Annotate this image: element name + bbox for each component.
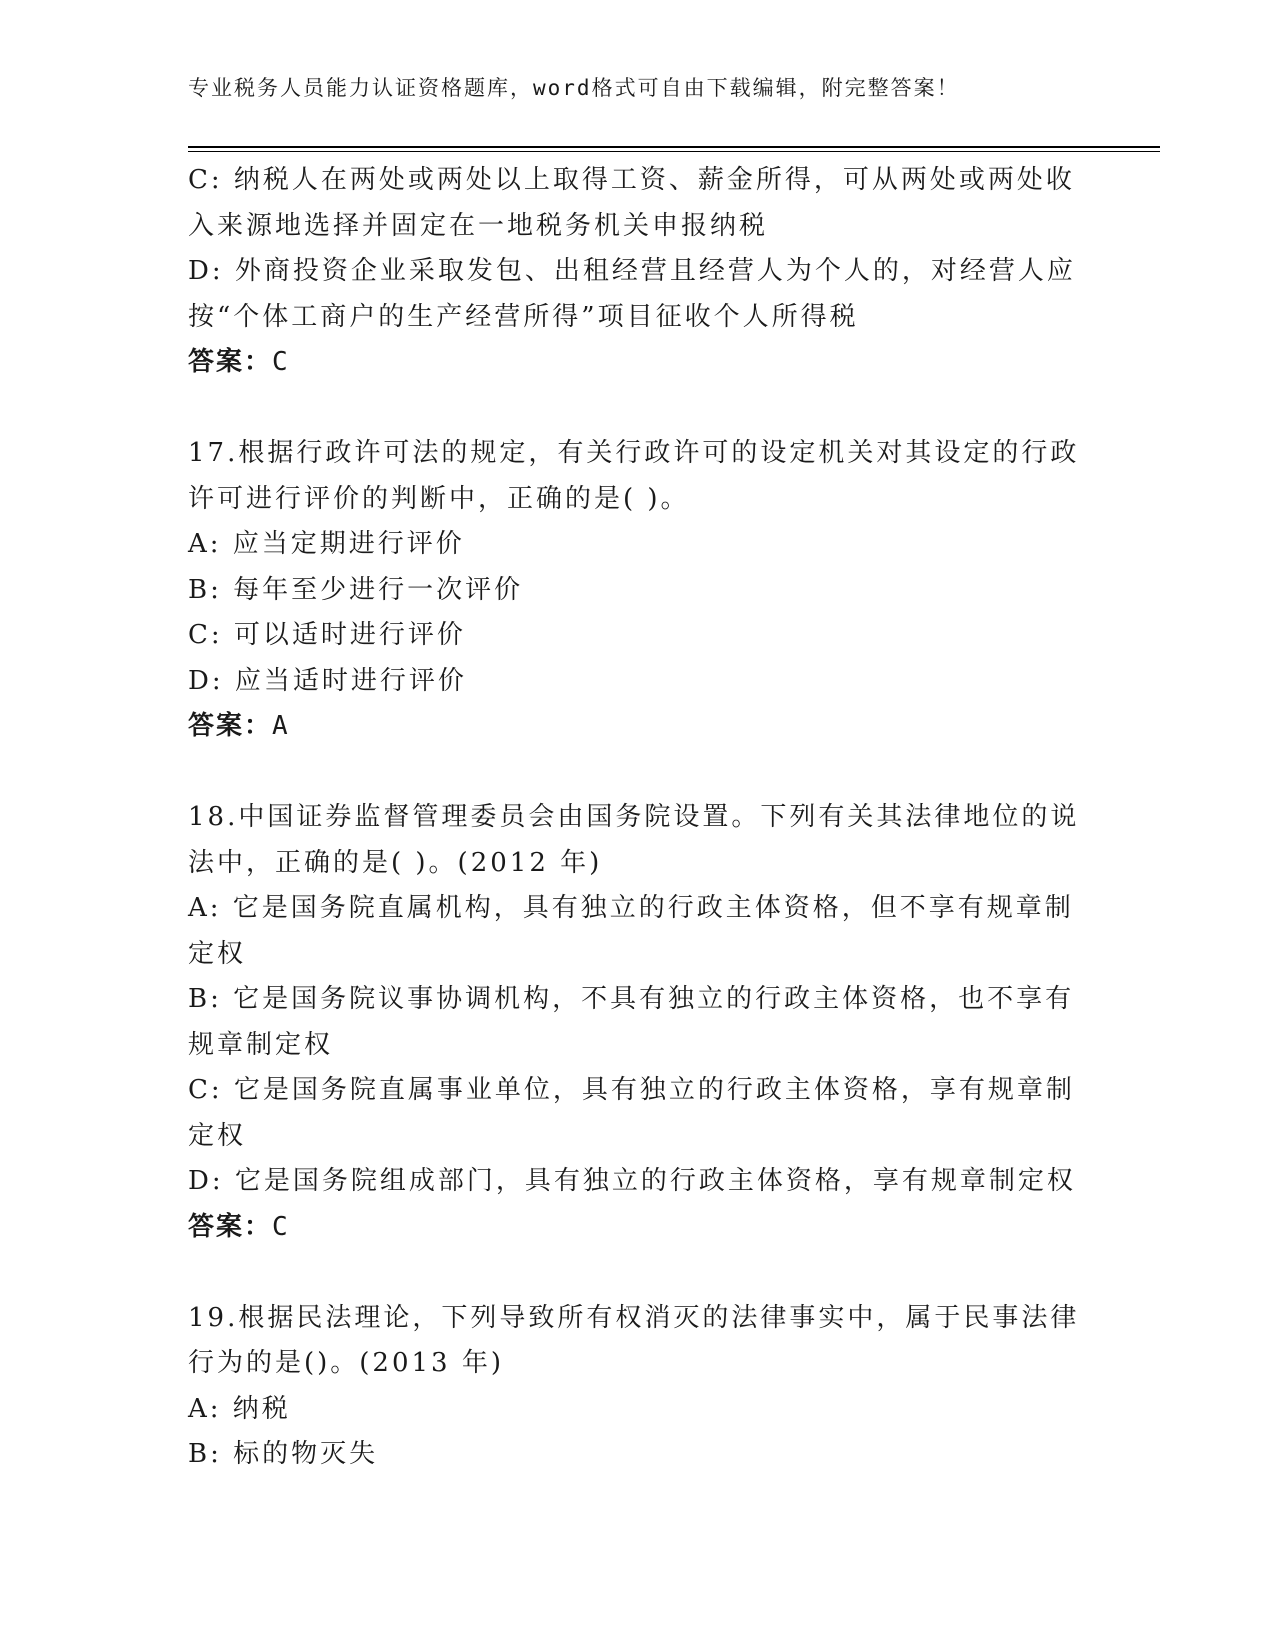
question-content [188,158,1088,1478]
block-spacer [188,750,1088,796]
block-spacer [188,386,1088,432]
question-stem-line: 法中，正确的是( )。(2012 年) [188,847,603,878]
question-stem-line: 17.根据行政许可法的规定，有关行政许可的设定机关对其设定的行政 [188,438,1080,468]
answer-line [188,1205,1088,1251]
option-line: 按“个体工商户的生产经营所得”项目征收个人所得税 [188,301,859,332]
question-block-16 [188,158,1088,386]
question-block-19 [188,1296,1088,1478]
option-line: B: 它是国务院议事协调机构，不具有独立的行政主体资格，也不享有 [188,984,1075,1014]
header-rule-thin [188,151,1160,152]
option-line: 定权 [188,938,247,969]
option-line: A: 它是国务院直属机构，具有独立的行政主体资格，但不享有规章制 [188,893,1074,923]
option-line: B: 标的物灭失 [188,1439,379,1469]
answer-value: C [272,1211,290,1242]
option-line: A: 应当定期进行评价 [188,529,465,559]
option-line: B: 每年至少进行一次评价 [188,574,524,605]
answer-value: A [272,711,290,741]
question-stem-line: 行为的是()。(2013 年) [188,1348,505,1378]
option-line: 定权 [188,1120,247,1151]
option-line: C: 纳税人在两处或两处以上取得工资、薪金所得，可从两处或两处收 [188,165,1075,195]
page-header: 专业税务人员能力认证资格题库，word格式可自由下载编辑，附完整答案！ [188,76,960,100]
header-rule-thick [188,146,1160,148]
block-spacer [188,1250,1088,1296]
question-block-17 [188,431,1088,750]
option-line: D: 外商投资企业采取发包、出租经营且经营人为个人的，对经营人应 [188,256,1076,286]
question-stem-line: 18.中国证券监督管理委员会由国务院设置。下列有关其法律地位的说 [188,802,1080,832]
question-block-18 [188,795,1088,1250]
option-line: 入来源地选择并固定在一地税务机关申报纳税 [188,210,769,241]
answer-label: 答案： [188,1211,273,1242]
question-stem-line: 19.根据民法理论，下列导致所有权消灭的法律事实中，属于民事法律 [188,1302,1080,1333]
answer-line [188,704,1088,750]
option-line: C: 它是国务院直属事业单位，具有独立的行政主体资格，享有规章制 [188,1075,1075,1105]
option-line: C: 可以适时进行评价 [188,620,466,650]
answer-value: C [272,347,290,377]
answer-line [188,340,1088,386]
answer-label: 答案： [188,347,273,377]
answer-label: 答案： [188,711,273,741]
question-stem-line: 许可进行评价的判断中，正确的是( )。 [188,483,690,514]
option-line: A: 纳税 [188,1393,291,1424]
option-line: D: 它是国务院组成部门，具有独立的行政主体资格，享有规章制定权 [188,1166,1076,1196]
option-line: D: 应当适时进行评价 [188,665,467,696]
option-line: 规章制定权 [188,1029,334,1060]
